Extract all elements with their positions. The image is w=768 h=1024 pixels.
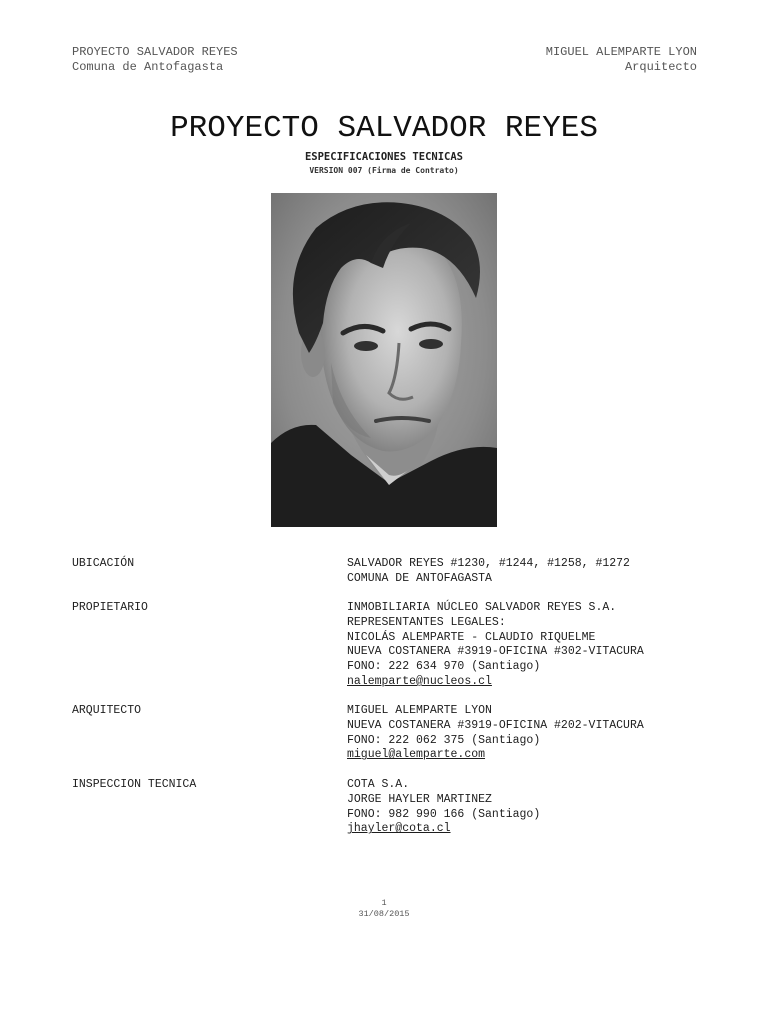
portrait-photo [271, 193, 497, 527]
inspeccion-phone: FONO: 982 990 166 (Santiago) [347, 807, 541, 821]
header-architect-name: MIGUEL ALEMPARTE LYON [545, 45, 697, 59]
label-propietario: PROPIETARIO [72, 601, 148, 614]
header-right [546, 45, 697, 75]
propietario-phone: FONO: 222 634 970 (Santiago) [347, 660, 541, 674]
document-version: VERSION 007 (Firma de Contrato) [309, 166, 459, 175]
propietario-representatives: NICOLÁS ALEMPARTE - CLAUDIO RIQUELME [347, 630, 596, 644]
values-inspeccion [347, 778, 540, 837]
label-arquitecto: ARQUITECTO [72, 704, 142, 717]
propietario-company: INMOBILIARIA NÚCLEO SALVADOR REYES S.A. [347, 601, 617, 614]
header-architect-role: Arquitecto [624, 60, 697, 74]
arquitecto-name: MIGUEL ALEMPARTE LYON [347, 704, 492, 717]
propietario-address: NUEVA COSTANERA #3919-OFICINA #302-VITACURA [347, 645, 644, 659]
portrait-image [271, 193, 497, 527]
values-arquitecto [347, 704, 644, 763]
label-ubicacion: UBICACIÓN [72, 557, 135, 570]
inspeccion-company: COTA S.A. [347, 778, 410, 791]
document-title: PROYECTO SALVADOR REYES [170, 111, 598, 146]
ubicacion-commune: COMUNA DE ANTOFAGASTA [347, 571, 492, 585]
ubicacion-address: SALVADOR REYES #1230, #1244, #1258, #1272 [347, 557, 630, 570]
values-ubicacion [347, 557, 630, 587]
header-commune: Comuna de Antofagasta [72, 60, 224, 74]
label-inspeccion: INSPECCION TECNICA [72, 778, 197, 791]
arquitecto-address: NUEVA COSTANERA #3919-OFICINA #202-VITACURA [347, 718, 644, 732]
page-number: 1 [381, 898, 387, 908]
page-footer [0, 898, 768, 920]
arquitecto-email-link[interactable]: miguel@alemparte.com [347, 748, 486, 762]
inspeccion-inspector: JORGE HAYLER MARTINEZ [347, 792, 492, 806]
footer-date: 31/08/2015 [358, 909, 410, 919]
inspeccion-email-link[interactable]: jhayler@cota.cl [347, 822, 451, 836]
header-left [72, 45, 238, 75]
document-subtitle: ESPECIFICACIONES TECNICAS [304, 151, 464, 163]
header-project-name: PROYECTO SALVADOR REYES [72, 45, 238, 59]
propietario-representatives-label: REPRESENTANTES LEGALES: [347, 615, 506, 629]
propietario-email-link[interactable]: nalemparte@nucleos.cl [347, 674, 492, 688]
values-propietario [347, 601, 644, 690]
arquitecto-phone: FONO: 222 062 375 (Santiago) [347, 733, 541, 747]
